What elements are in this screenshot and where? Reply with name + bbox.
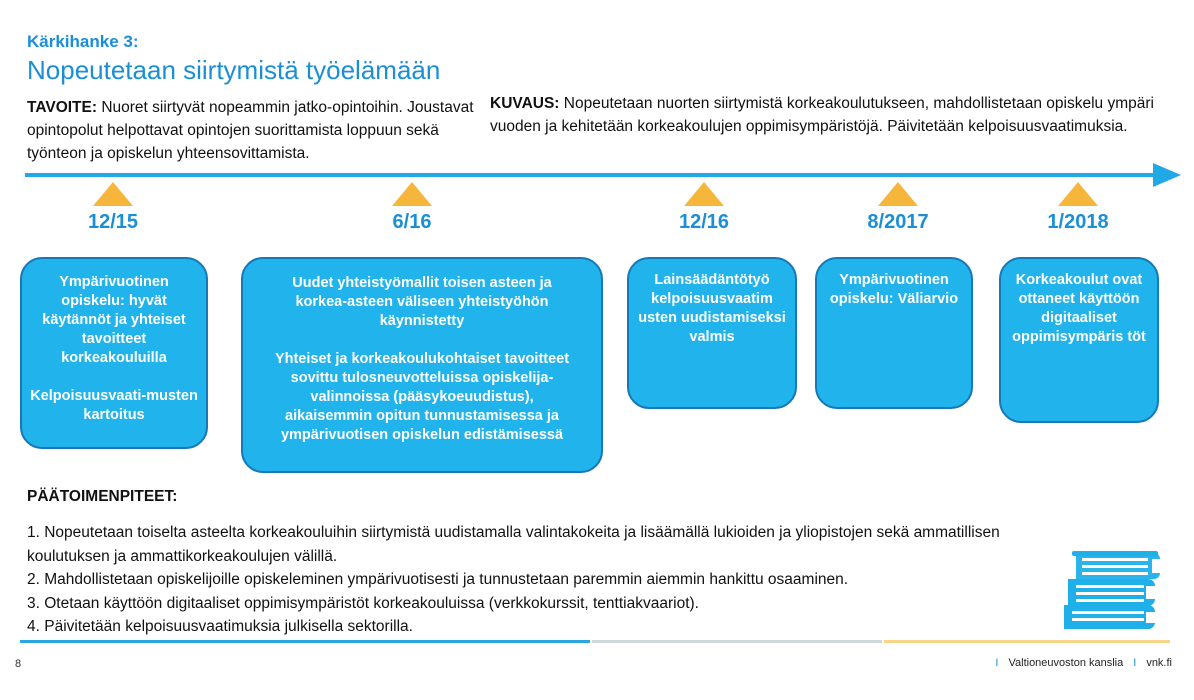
slide-title: Nopeutetaan siirtymistä työelämään bbox=[27, 55, 441, 85]
description-text: Nopeutetaan nuorten siirtymistä korkeakoulutukseen, mahdollistetaan opiskelu ympäri vuoden ja kehitetään korkeakoulujen oppimisympäristöjä. Päivitetään kelpoisuusvaatimuksia. bbox=[490, 95, 1154, 135]
milestone-box bbox=[999, 257, 1159, 423]
footer-separator: I bbox=[1133, 657, 1137, 669]
milestone-text: Yhteiset ja korkeakoulukohtaiset tavoitteet sovittu tulosneuvotteluissa opiskelija-valinnoissa (pääsykoeuudistus), aikaisemmin opitun tunnustamisessa ja ympärivuotisen opiskelun edistämisessä bbox=[274, 351, 570, 443]
milestone-text: Ympärivuotinen opiskelu: hyvät käytännöt ja yhteiset tavoitteet korkeakouluilla bbox=[42, 274, 186, 366]
footer-separator: I bbox=[995, 657, 999, 669]
milestone-date: 12/16 bbox=[678, 211, 730, 233]
description-label: KUVAUS: bbox=[490, 95, 560, 112]
milestone-text: Korkeakoulut ovat ottaneet käyttöön digitaaliset oppimisympäris töt bbox=[1012, 272, 1146, 345]
triangle-marker-icon bbox=[93, 182, 133, 206]
page-number: 8 bbox=[15, 658, 22, 670]
footer-divider-gray bbox=[592, 640, 882, 643]
footer-credits bbox=[985, 657, 1172, 669]
milestone-box bbox=[627, 257, 797, 409]
measures-list bbox=[27, 521, 1037, 639]
slide-kicker: Kärkihanke 3: bbox=[27, 32, 139, 51]
triangle-marker-icon bbox=[392, 182, 432, 206]
list-item: 1. Nopeutetaan toiselta asteelta korkeakouluihin siirtymistä uudistamalla valintakokeita ja lisäämällä lukioiden ja yliopistojen sekä ammatillisen koulutuksen ja ammattikorkeakoulujen välillä. bbox=[27, 524, 1000, 565]
milestone-date: 8/2017 bbox=[867, 211, 929, 233]
footer-divider-blue bbox=[20, 640, 590, 643]
triangle-marker-icon bbox=[1058, 182, 1098, 206]
measures-heading: PÄÄTOIMENPITEET: bbox=[27, 488, 178, 505]
footer-website[interactable]: vnk.fi bbox=[1146, 657, 1172, 669]
milestone-date: 6/16 bbox=[392, 211, 432, 233]
goal-paragraph bbox=[27, 96, 477, 165]
footer-divider-yellow bbox=[884, 640, 1170, 643]
list-item: 3. Otetaan käyttöön digitaaliset oppimisympäristöt korkeakouluissa (verkkokurssit, tenttiakvaariot). bbox=[27, 594, 699, 612]
list-item: 4. Päivitetään kelpoisuusvaatimuksia julkisella sektorilla. bbox=[27, 618, 413, 635]
milestone-box bbox=[815, 257, 973, 409]
description-paragraph bbox=[490, 92, 1180, 138]
goal-text: Nuoret siirtyvät nopeammin jatko-opintoihin. Joustavat opintopolut helpottavat opintojen suorittamista loppuun sekä työnteon ja opiskelun yhteensovittamista. bbox=[27, 99, 474, 162]
milestone-text: Kelpoisuusvaati-musten kartoitus bbox=[30, 388, 198, 423]
milestone-box bbox=[241, 257, 603, 473]
books-stack-icon bbox=[1062, 545, 1172, 630]
milestone-date: 12/15 bbox=[87, 211, 139, 233]
list-item: 2. Mahdollistetaan opiskelijoille opiskeleminen ympärivuotisesti ja tunnustetaan paremmin aiemmin hankittu osaaminen. bbox=[27, 571, 849, 588]
timeline-arrow bbox=[25, 158, 1185, 192]
milestone-text: Ympärivuotinen opiskelu: Väliarvio bbox=[829, 272, 959, 307]
milestone-date: 1/2018 bbox=[1047, 211, 1109, 233]
goal-label: TAVOITE: bbox=[27, 99, 98, 116]
milestone-box bbox=[20, 257, 208, 449]
footer-organization: Valtioneuvoston kanslia bbox=[1008, 657, 1124, 669]
triangle-marker-icon bbox=[878, 182, 918, 206]
milestone-text: Lainsäädäntötyö kelpoisuusvaatim usten uudistamiseksi valmis bbox=[638, 272, 786, 345]
triangle-marker-icon bbox=[684, 182, 724, 206]
milestone-text: Uudet yhteistyömallit toisen asteen ja korkea-asteen väliseen yhteistyöhön käynnistetty bbox=[292, 275, 552, 329]
